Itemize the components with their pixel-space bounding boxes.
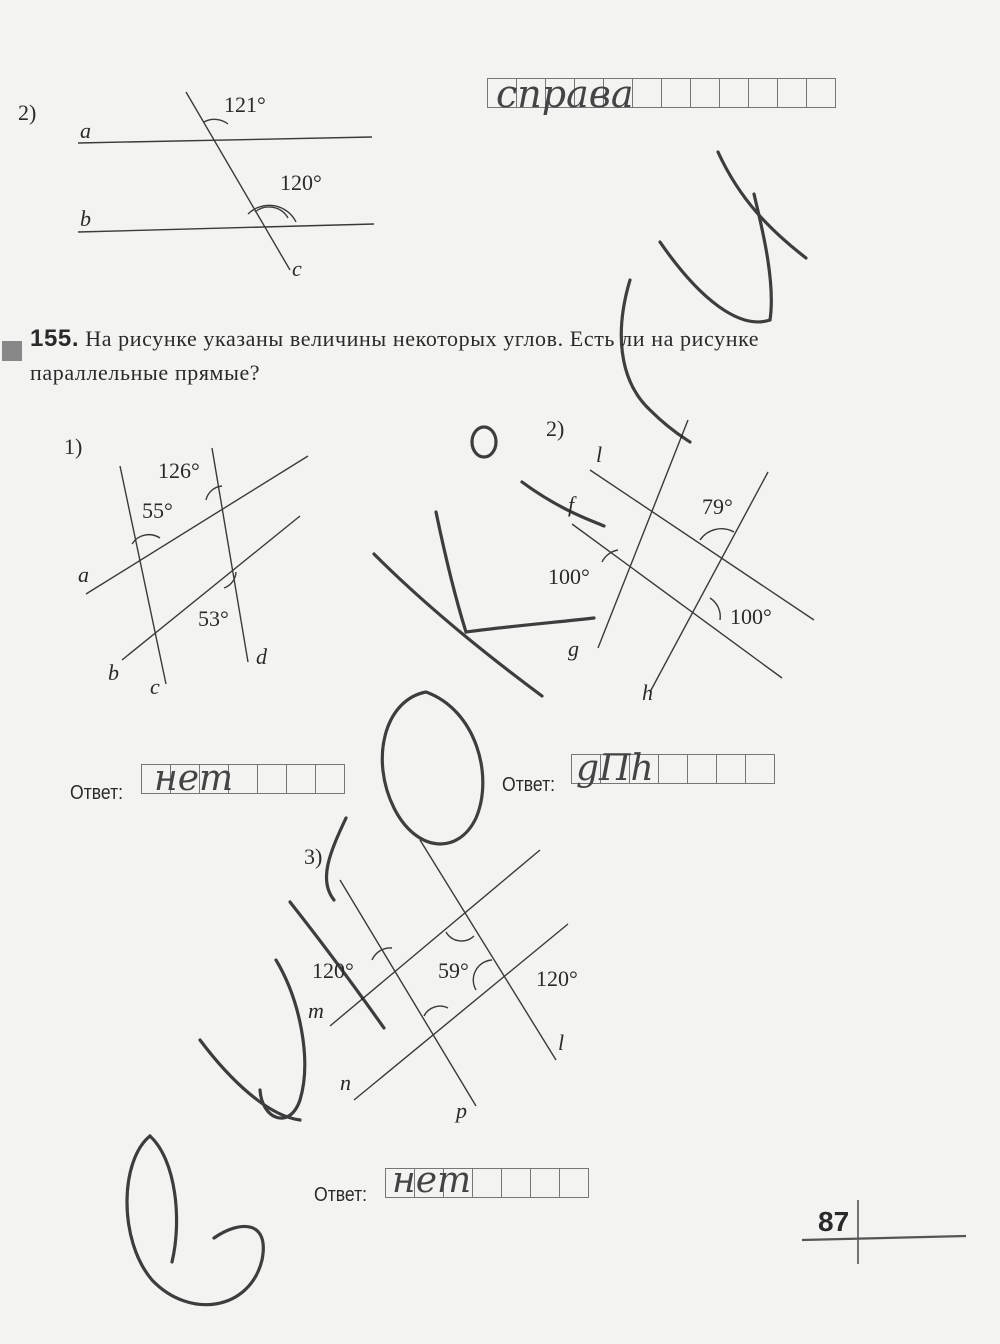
fig2-line-g: [598, 420, 688, 648]
scribble-7: [260, 960, 305, 1118]
task-number: 155.: [30, 325, 80, 352]
scribble-e-loop: [127, 1136, 263, 1305]
figure2-lines: [572, 420, 814, 692]
fig2-angle-100-left: 100°: [548, 564, 590, 589]
scribble-1: [718, 152, 806, 258]
fig1-line-b: [122, 516, 300, 660]
scribble-2: [660, 194, 771, 322]
fig2-arc-79: [700, 529, 734, 540]
page-number: 87: [818, 1206, 850, 1237]
fig2-line-l: [590, 470, 814, 620]
scribble-4: [522, 482, 604, 526]
fig3-answer-handwriting: нет: [392, 1160, 472, 1201]
top-figure-lines: [78, 92, 374, 270]
fig2-label-f: f: [568, 492, 575, 517]
fig1-label-b: b: [108, 660, 119, 685]
line-a: [78, 137, 372, 143]
fig2-answer-handwriting: gΠh: [576, 748, 654, 789]
fig3-line-m: [330, 850, 540, 1026]
fig3-arc-top: [446, 932, 474, 941]
task-marker: [2, 341, 22, 361]
fig2-answer-label: Ответ:: [502, 774, 556, 796]
task-text: На рисунке указаны величины некоторых углов. Есть ли на рисунке параллельные прямые?: [30, 326, 760, 385]
fig1-angle-53: 53°: [198, 606, 229, 631]
fig1-label-c: c: [150, 674, 160, 699]
scribble-5: [326, 818, 346, 900]
fig2-label-l: l: [596, 442, 603, 467]
fig2-label-g: g: [568, 636, 579, 661]
fig1-answer-handwriting: нет: [154, 758, 234, 799]
fig2-arc-100-right: [710, 598, 720, 620]
fig3-label-n: n: [340, 1070, 351, 1095]
line-b: [78, 224, 374, 232]
fig3-angle-120-left: 120°: [312, 958, 354, 983]
fig3-angle-120-right: 120°: [536, 966, 578, 991]
fig2-line-f: [572, 524, 782, 678]
fig2-number: 2): [546, 416, 565, 441]
fig3-arc-bottom: [424, 1006, 448, 1016]
task-155: [30, 322, 850, 390]
fig3-answer-label: Ответ:: [314, 1184, 368, 1206]
top-figure-number: 2): [18, 100, 37, 125]
fig2-angle-79: 79°: [702, 494, 733, 519]
fig3-label-p: p: [456, 1098, 467, 1123]
fig1-answer-label: Ответ:: [70, 782, 124, 804]
fig3-label-l: l: [558, 1030, 565, 1055]
fig3-arc-120-right: [473, 960, 492, 990]
fig3-label-m: m: [308, 998, 324, 1023]
top-angle-121: 121°: [224, 92, 266, 117]
fig1-arc-53: [224, 572, 236, 588]
scribble-e-stem: [150, 1136, 177, 1262]
fig3-angle-59: 59°: [438, 958, 469, 983]
line-c: [186, 92, 290, 270]
top-angle-120: 120°: [280, 170, 322, 195]
angle-arc-121: [204, 119, 228, 124]
top-answer-handwriting: справа: [496, 72, 634, 116]
fig2-label-h: h: [642, 680, 653, 705]
fig3-line-n: [354, 924, 568, 1100]
top-label-b: b: [80, 206, 91, 231]
scribble-o-large: [382, 692, 483, 844]
fig3-number: 3): [304, 844, 323, 869]
top-label-c: c: [292, 256, 302, 281]
scribble-8: [200, 1040, 300, 1120]
scribble-o-small: [472, 427, 496, 457]
fig1-number: 1): [64, 434, 83, 459]
fig1-angle-126: 126°: [158, 458, 200, 483]
fig1-label-a: a: [78, 562, 89, 587]
fig3-arc-120-left: [372, 948, 392, 960]
top-label-a: a: [80, 118, 91, 143]
fig2-angle-100-right: 100°: [730, 604, 772, 629]
fig1-angle-55: 55°: [142, 498, 173, 523]
fig1-label-d: d: [256, 644, 267, 669]
